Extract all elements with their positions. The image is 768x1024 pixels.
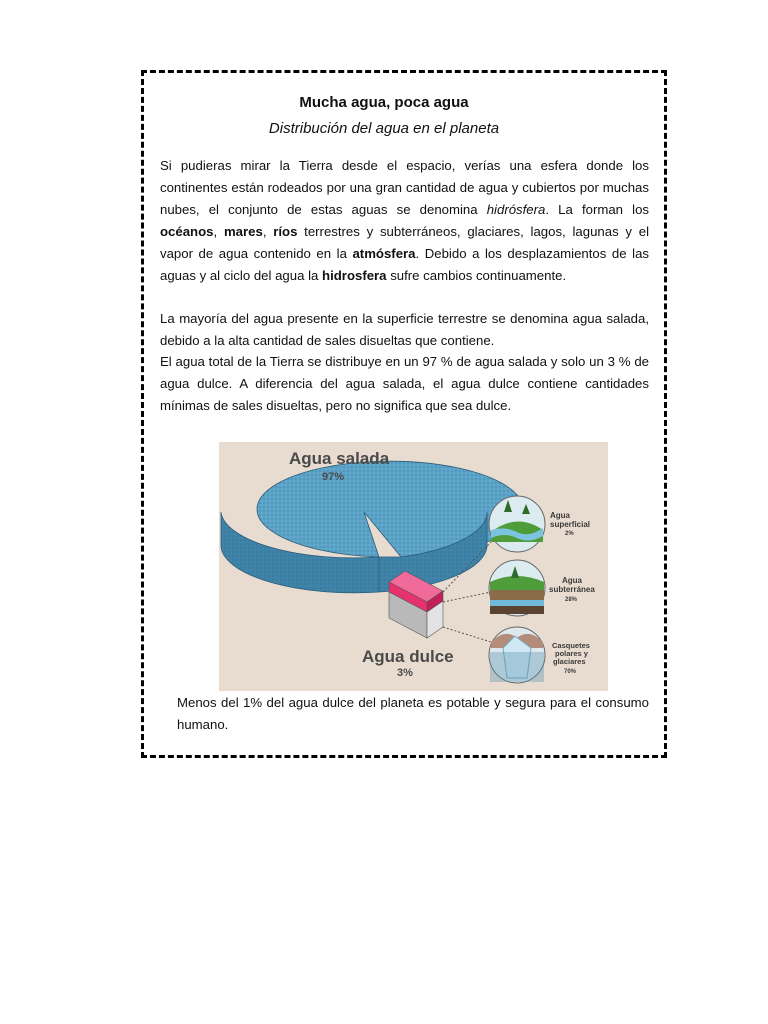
salt-water-pct: 97% bbox=[322, 471, 345, 483]
ice-caps-circle bbox=[489, 627, 545, 683]
groundwater-circle bbox=[489, 560, 545, 616]
groundwater-pct: 28% bbox=[565, 597, 578, 603]
fresh-water-label: Agua dulce bbox=[362, 647, 454, 666]
figure-caption: Menos del 1% del agua dulce del planeta es potable y segura para el consumo humano. bbox=[177, 695, 649, 732]
salt-water-label: Agua salada bbox=[289, 449, 390, 468]
groundwater-label-2: subterránea bbox=[549, 585, 595, 594]
ice-caps-label-3: glaciares bbox=[553, 657, 586, 666]
surface-water-pct: 2% bbox=[565, 531, 574, 537]
surface-water-circle bbox=[489, 496, 545, 552]
paragraph-hidrosfera: Si pudieras mirar la Tierra desde el espacio, verías una esfera donde los continentes están rodeados por una gran cantidad de agua y cubiertos por muchas nubes, el conjunto de estas aguas se denomina hidrósfera. La forman los océanos, mares, ríos terrestres y subterráneos, glaciares, lagos, lagunas y el vapor de agua contenido en la atmósfera. Debido a los desplazamientos de las aguas y al ciclo del agua la hidrosfera sufre cambios continuamente. bbox=[160, 158, 650, 283]
ice-caps-label-1: Casquetes bbox=[552, 641, 590, 650]
paragraph-distribucion: El agua total de la Tierra se distribuye en un 97 % de agua salada y solo un 3 % de agua dulce. A diferencia del agua salada, el agua dulce contiene cantidades mínimas de sales disueltas, pero no significa que sea dulce. bbox=[160, 354, 649, 413]
surface-water-label-1: Agua bbox=[550, 511, 570, 520]
surface-water-label-2: superficial bbox=[550, 520, 591, 529]
ice-caps-label-2: polares y bbox=[555, 649, 588, 658]
groundwater-label-1: Agua bbox=[562, 576, 582, 585]
page-title: Mucha agua, poca agua bbox=[299, 94, 469, 111]
fresh-water-pct: 3% bbox=[397, 667, 413, 679]
water-distribution-figure bbox=[219, 442, 608, 691]
ice-caps-pct: 70% bbox=[564, 669, 577, 675]
page-subtitle: Distribución del agua en el planeta bbox=[268, 120, 500, 137]
paragraph-agua-salada: La mayoría del agua presente en la superficie terrestre se denomina agua salada, debido a la alta cantidad de sales disueltas que contiene. bbox=[160, 311, 649, 348]
